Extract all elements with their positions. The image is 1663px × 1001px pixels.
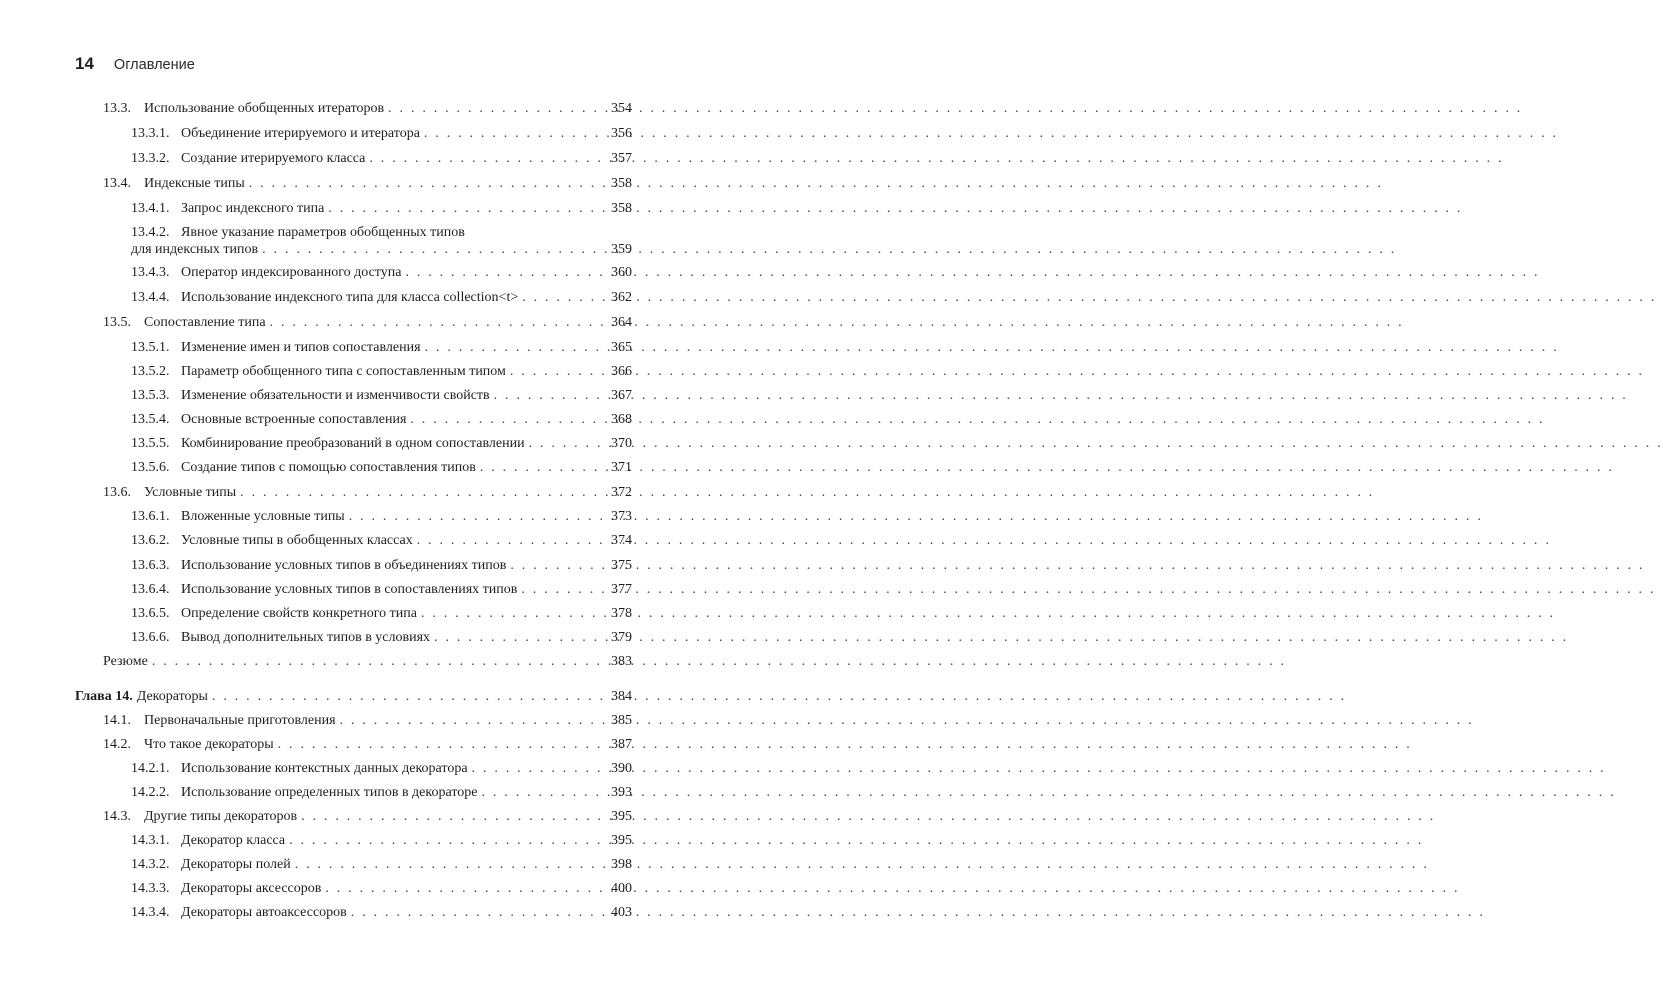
toc-title: Декораторы	[136, 689, 208, 704]
toc-page-number: 370	[611, 436, 632, 451]
toc-title: Создание типов с помощью сопоставления типов	[181, 460, 476, 475]
dot-leader	[301, 809, 604, 825]
toc-page-number: 366	[611, 364, 632, 379]
dot-leader	[325, 881, 604, 897]
toc-title: Использование контекстных данных декоратора	[181, 761, 468, 776]
toc-page-number: 368	[611, 412, 632, 427]
toc-entry[interactable]	[131, 340, 632, 356]
toc-number: 13.5.3.	[131, 388, 170, 403]
dot-leader	[328, 201, 604, 217]
toc-page-number: 387	[611, 737, 632, 752]
toc-page-number: 372	[611, 485, 632, 500]
toc-title: Декоратор класса	[181, 833, 286, 848]
toc-page-number: 365	[611, 340, 632, 355]
toc-title: Резюме	[103, 654, 148, 669]
toc-entry[interactable]	[103, 315, 632, 331]
toc-number: 13.6.4.	[131, 582, 170, 597]
toc-entry[interactable]	[103, 485, 632, 501]
toc-page-number: 390	[611, 761, 632, 776]
dot-leader	[349, 509, 604, 525]
dot-leader	[521, 582, 604, 598]
dot-leader	[351, 905, 604, 921]
dot-leader	[410, 412, 604, 428]
toc-title: Создание итерируемого класса	[181, 151, 366, 166]
toc-entry[interactable]	[131, 761, 632, 777]
toc-number: 13.3.1.	[131, 126, 170, 141]
dot-leader	[289, 833, 604, 849]
dot-leader	[417, 533, 604, 549]
toc-page-number: 378	[611, 606, 632, 621]
toc-page-number: 403	[611, 905, 632, 920]
toc-page-number: 364	[611, 315, 632, 330]
toc-entry[interactable]	[131, 201, 632, 217]
toc-entry[interactable]	[131, 436, 632, 452]
toc-title: Использование обобщенных итераторов	[144, 101, 385, 116]
toc-page-number: 358	[611, 176, 632, 191]
dot-leader	[510, 364, 604, 380]
dot-leader	[405, 265, 604, 281]
toc-number: 13.5.1.	[131, 340, 170, 355]
toc-number: 13.5.	[103, 315, 131, 330]
table-of-contents	[0, 0, 708, 1001]
toc-title: Условные типы в обобщенных классах	[181, 533, 413, 548]
toc-page-number: 367	[611, 388, 632, 403]
dot-leader	[472, 761, 604, 777]
toc-page-number: 383	[611, 654, 632, 669]
dot-leader	[482, 785, 605, 801]
toc-page-number: 356	[611, 126, 632, 141]
dot-leader	[510, 558, 604, 574]
toc-title: Декораторы автоаксессоров	[181, 905, 347, 920]
dot-leader	[494, 388, 604, 404]
toc-entry[interactable]	[131, 225, 632, 258]
dot-leader	[270, 315, 604, 331]
toc-number: 13.5.5.	[131, 436, 170, 451]
toc-number: 13.4.1.	[131, 201, 170, 216]
toc-page-number: 371	[611, 460, 632, 475]
dot-leader	[425, 340, 604, 356]
toc-page-number: 384	[611, 689, 632, 704]
dot-leader	[262, 242, 604, 258]
toc-number: 13.4.4.	[131, 290, 170, 305]
toc-number: 13.6.6.	[131, 630, 170, 645]
toc-title: Что такое декораторы	[144, 737, 274, 752]
toc-entry[interactable]	[131, 290, 632, 306]
toc-number: 13.3.2.	[131, 151, 170, 166]
toc-entry[interactable]	[131, 606, 632, 622]
toc-title: Определение свойств конкретного типа	[181, 606, 417, 621]
toc-number: 13.6.	[103, 485, 131, 500]
toc-number: 13.6.5.	[131, 606, 170, 621]
toc-number: 13.6.1.	[131, 509, 170, 524]
page-number: 14	[75, 54, 94, 73]
toc-page-number: 360	[611, 265, 632, 280]
toc-title: Сопоставление типа	[144, 315, 266, 330]
toc-entry[interactable]	[131, 151, 632, 167]
dot-leader	[249, 176, 604, 192]
toc-title: Вложенные условные типы	[181, 509, 345, 524]
toc-title: Индексные типы	[144, 176, 245, 191]
dot-leader	[240, 485, 604, 501]
toc-entry[interactable]	[131, 533, 632, 549]
toc-number: 14.1.	[103, 713, 131, 728]
toc-number: 13.4.2.	[131, 225, 170, 240]
toc-number: 14.3.1.	[131, 833, 170, 848]
toc-title: Комбинирование преобразований в одном сопоставлении	[181, 436, 525, 451]
toc-entry[interactable]	[103, 654, 632, 670]
dot-leader	[434, 630, 604, 646]
toc-title: Запрос индексного типа	[181, 201, 325, 216]
toc-number: 13.5.6.	[131, 460, 170, 475]
dot-leader	[278, 737, 604, 753]
dot-leader	[421, 606, 604, 622]
toc-title: Основные встроенные сопоставления	[181, 412, 407, 427]
toc-title: Явное указание параметров обобщенных типов	[181, 225, 465, 240]
toc-entry[interactable]	[131, 905, 632, 921]
toc-page-number: 395	[611, 833, 632, 848]
toc-entry[interactable]	[103, 101, 632, 117]
toc-entry[interactable]	[131, 630, 632, 646]
toc-entry[interactable]	[131, 558, 632, 574]
toc-title: Первоначальные приготовления	[144, 713, 336, 728]
toc-number: 13.6.3.	[131, 558, 170, 573]
toc-number: 14.3.	[103, 809, 131, 824]
toc-page-number: 379	[611, 630, 632, 645]
toc-entry[interactable]	[103, 176, 632, 192]
toc-page-number: 377	[611, 582, 632, 597]
toc-number: 14.2.	[103, 737, 131, 752]
dot-leader	[529, 436, 604, 452]
toc-page-number: 374	[611, 533, 632, 548]
dot-leader	[212, 689, 604, 705]
toc-number: 13.6.2.	[131, 533, 170, 548]
toc-title: Объединение итерируемого и итератора	[181, 126, 420, 141]
toc-title: Использование определенных типов в декораторе	[181, 785, 478, 800]
toc-title: Оператор индексированного доступа	[181, 265, 402, 280]
toc-chapter-entry[interactable]	[75, 689, 632, 705]
toc-page-number: 362	[611, 290, 632, 305]
toc-page-number: 400	[611, 881, 632, 896]
toc-title: Использование индексного типа для класса collection<t>	[181, 290, 519, 305]
toc-page-number: 398	[611, 857, 632, 872]
toc-page-number: 373	[611, 509, 632, 524]
toc-entry[interactable]	[131, 582, 632, 598]
toc-entry[interactable]	[131, 833, 632, 849]
toc-number: 13.5.2.	[131, 364, 170, 379]
dot-leader	[424, 126, 604, 142]
toc-title: Декораторы полей	[181, 857, 291, 872]
toc-entry[interactable]	[103, 809, 632, 825]
dot-leader	[522, 290, 604, 306]
chapter-number: Глава 14.	[75, 689, 133, 704]
toc-page-number: 358	[611, 201, 632, 216]
toc-entry[interactable]	[131, 126, 632, 142]
dot-leader	[295, 857, 604, 873]
toc-entry[interactable]	[103, 713, 632, 729]
toc-title: Условные типы	[144, 485, 237, 500]
toc-page-number: 354	[611, 101, 632, 116]
toc-title: Изменение имен и типов сопоставления	[181, 340, 421, 355]
toc-number: 14.2.1.	[131, 761, 170, 776]
toc-entry[interactable]	[131, 364, 632, 380]
toc-number: 13.3.	[103, 101, 131, 116]
toc-page-number: 385	[611, 713, 632, 728]
toc-entry[interactable]	[131, 857, 632, 873]
toc-number: 14.3.4.	[131, 905, 170, 920]
toc-title: Использование условных типов в сопоставлениях типов	[181, 582, 518, 597]
toc-page-number: 393	[611, 785, 632, 800]
toc-entry[interactable]	[131, 509, 632, 525]
toc-entry[interactable]	[131, 412, 632, 428]
toc-page-number: 375	[611, 558, 632, 573]
toc-title: Другие типы декораторов	[144, 809, 298, 824]
toc-entry[interactable]	[131, 265, 632, 281]
toc-page-number: 395	[611, 809, 632, 824]
dot-leader	[340, 713, 604, 729]
toc-entry[interactable]	[131, 388, 632, 404]
toc-page-number: 357	[611, 151, 632, 166]
dot-leader	[152, 654, 604, 670]
toc-number: 13.4.3.	[131, 265, 170, 280]
toc-number: 13.5.4.	[131, 412, 170, 427]
toc-page-number: 359	[611, 242, 632, 257]
toc-title: Вывод дополнительных типов в условиях	[181, 630, 431, 645]
toc-title: Использование условных типов в объединениях типов	[181, 558, 507, 573]
dot-leader	[369, 151, 604, 167]
toc-title: Изменение обязательности и изменчивости свойств	[181, 388, 490, 403]
toc-entry[interactable]	[103, 737, 632, 753]
dot-leader	[480, 460, 604, 476]
toc-title-continuation: для индексных типов	[131, 242, 259, 257]
toc-title: Параметр обобщенного типа с сопоставленным типом	[181, 364, 506, 379]
toc-number: 14.2.2.	[131, 785, 170, 800]
toc-number: 14.3.3.	[131, 881, 170, 896]
toc-number: 13.4.	[103, 176, 131, 191]
dot-leader	[388, 101, 604, 117]
toc-entry[interactable]	[131, 785, 632, 801]
toc-number: 14.3.2.	[131, 857, 170, 872]
toc-entry[interactable]	[131, 460, 632, 476]
toc-title: Декораторы аксессоров	[181, 881, 322, 896]
running-title: Оглавление	[113, 57, 195, 73]
toc-entry[interactable]	[131, 881, 632, 897]
